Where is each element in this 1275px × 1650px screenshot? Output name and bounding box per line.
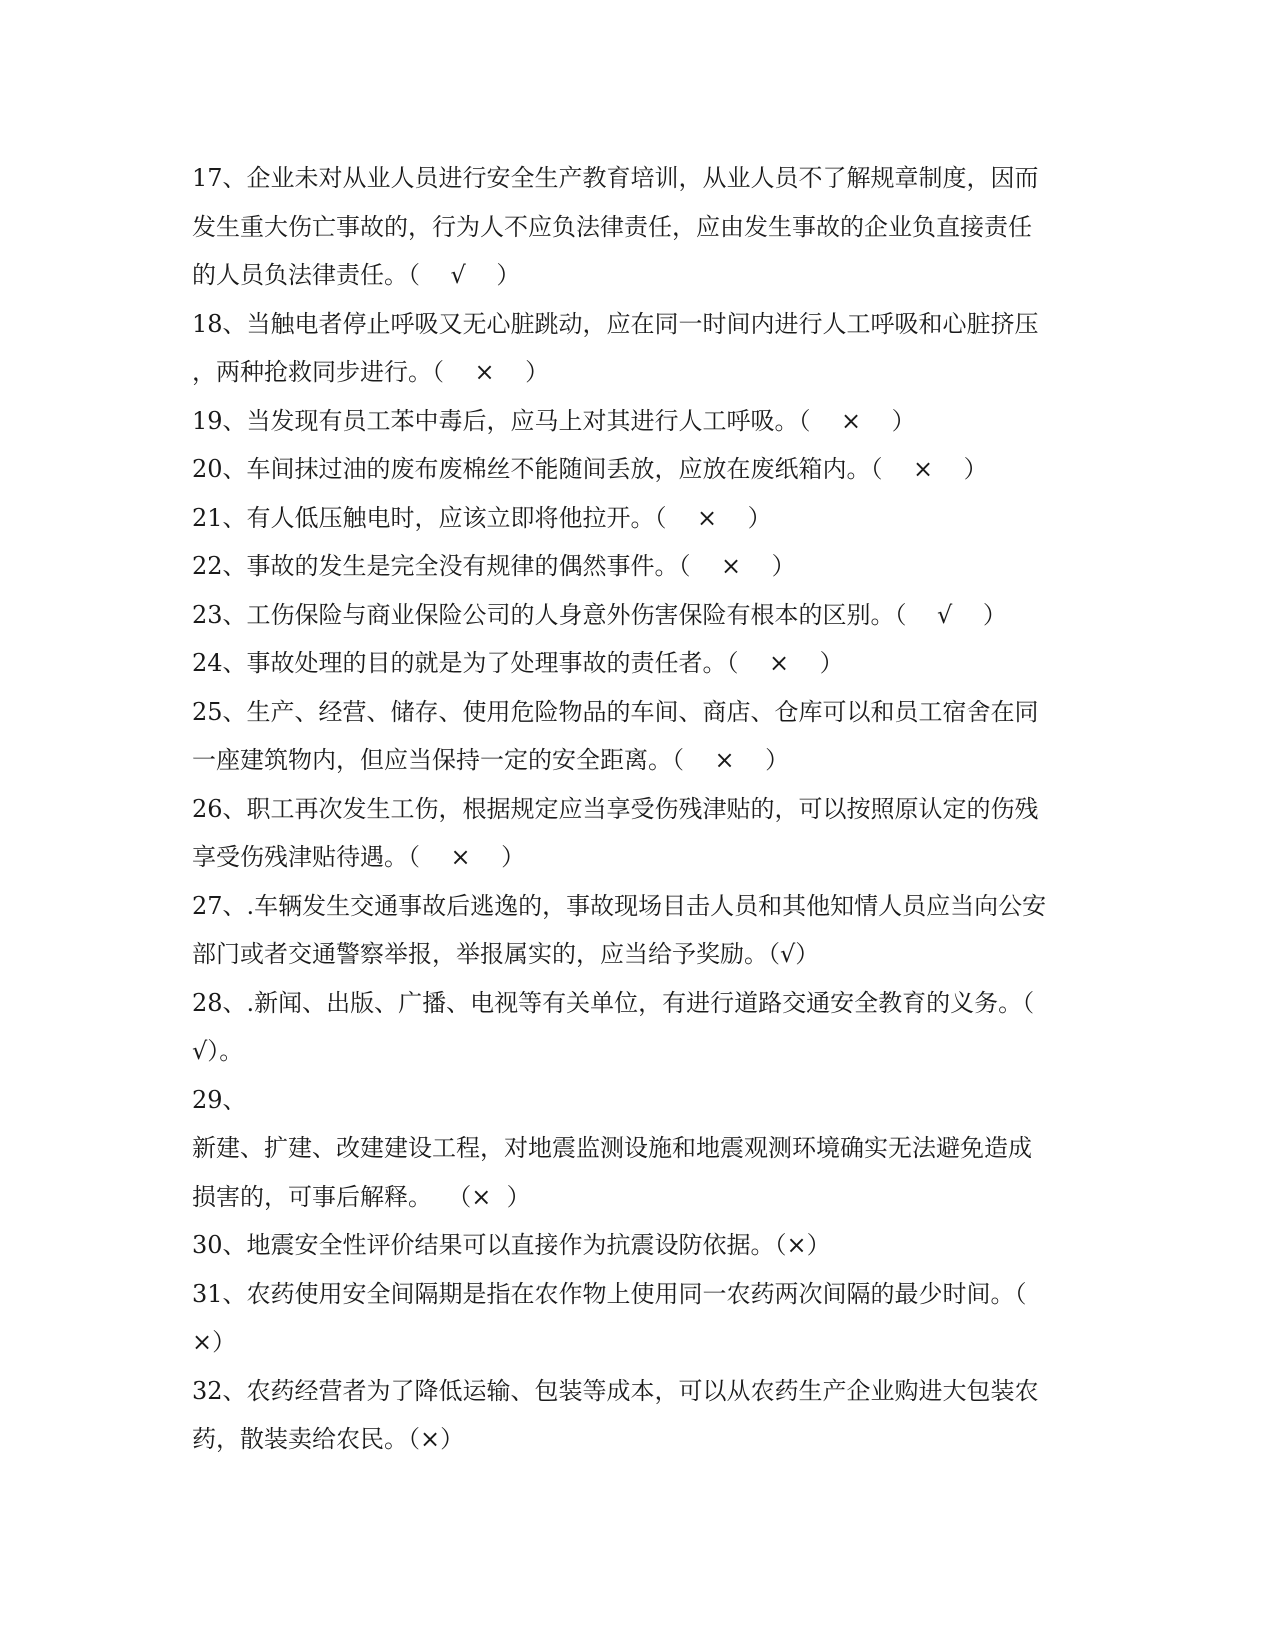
- text-line: 发生重大伤亡事故的，行为人不应负法律责任，应由发生事故的企业负直接责任: [192, 212, 1032, 241]
- text-line: 27、.车辆发生交通事故后逃逸的，事故现场目击人员和其他知情人员应当向公安: [192, 891, 1047, 920]
- text-line: 29、: [192, 1085, 247, 1114]
- text-line: 享受伤残津贴待遇。（ × ）: [192, 843, 526, 871]
- text-line: 20、车间抹过油的废布废棉丝不能随间丢放，应放在废纸箱内。（ × ）: [192, 455, 988, 483]
- text-line: 30、地震安全性评价结果可以直接作为抗震设防依据。（×）: [192, 1231, 831, 1259]
- text-line: 一座建筑物内，但应当保持一定的安全距离。（ × ）: [192, 746, 790, 774]
- text-line: 药，散装卖给农民。（×）: [192, 1425, 465, 1453]
- text-line: 28、.新闻、出版、广播、电视等有关单位，有进行道路交通安全教育的义务。（: [192, 988, 1035, 1017]
- text-line: 19、当发现有员工苯中毒后，应马上对其进行人工呼吸。（ × ）: [192, 406, 916, 435]
- text-line: 17、企业未对从业人员进行安全生产教育培训，从业人员不了解规章制度，因而: [192, 164, 1039, 192]
- text-line: 22、事故的发生是完全没有规律的偶然事件。（ × ）: [192, 552, 796, 580]
- question-list: [192, 154, 1078, 1464]
- text-line: 31、农药使用安全间隔期是指在农作物上使用同一农药两次间隔的最少时间。（: [192, 1279, 1027, 1308]
- text-line: 32、农药经营者为了降低运输、包装等成本，可以从农药生产企业购进大包装农: [192, 1376, 1039, 1405]
- text-line: 新建、扩建、改建建设工程，对地震监测设施和地震观测环境确实无法避免造成: [192, 1134, 1032, 1162]
- text-line: 24、事故处理的目的就是为了处理事故的责任者。（ × ）: [192, 649, 844, 677]
- text-line: √）。: [192, 1037, 244, 1065]
- text-line: ×）: [192, 1328, 237, 1356]
- text-line: 部门或者交通警察举报，举报属实的，应当给予奖励。（√）: [192, 940, 820, 968]
- text-line: 25、生产、经营、储存、使用危险物品的车间、商店、仓库可以和员工宿舍在同: [192, 697, 1039, 726]
- text-line: 21、有人低压触电时，应该立即将他拉开。（ × ）: [192, 503, 772, 532]
- text-line: 23、工伤保险与商业保险公司的人身意外伤害保险有根本的区别。（ √ ）: [192, 600, 1007, 629]
- text-line: ，两种抢救同步进行。（ × ）: [192, 358, 550, 386]
- text-line: 的人员负法律责任。（ √ ）: [192, 261, 521, 289]
- text-line: 26、职工再次发生工伤，根据规定应当享受伤残津贴的，可以按照原认定的伤残: [192, 794, 1039, 823]
- text-line: 18、当触电者停止呼吸又无心脏跳动，应在同一时间内进行人工呼吸和心脏挤压: [192, 309, 1039, 338]
- text-line: 损害的，可事后解释。 （× ）: [192, 1182, 531, 1211]
